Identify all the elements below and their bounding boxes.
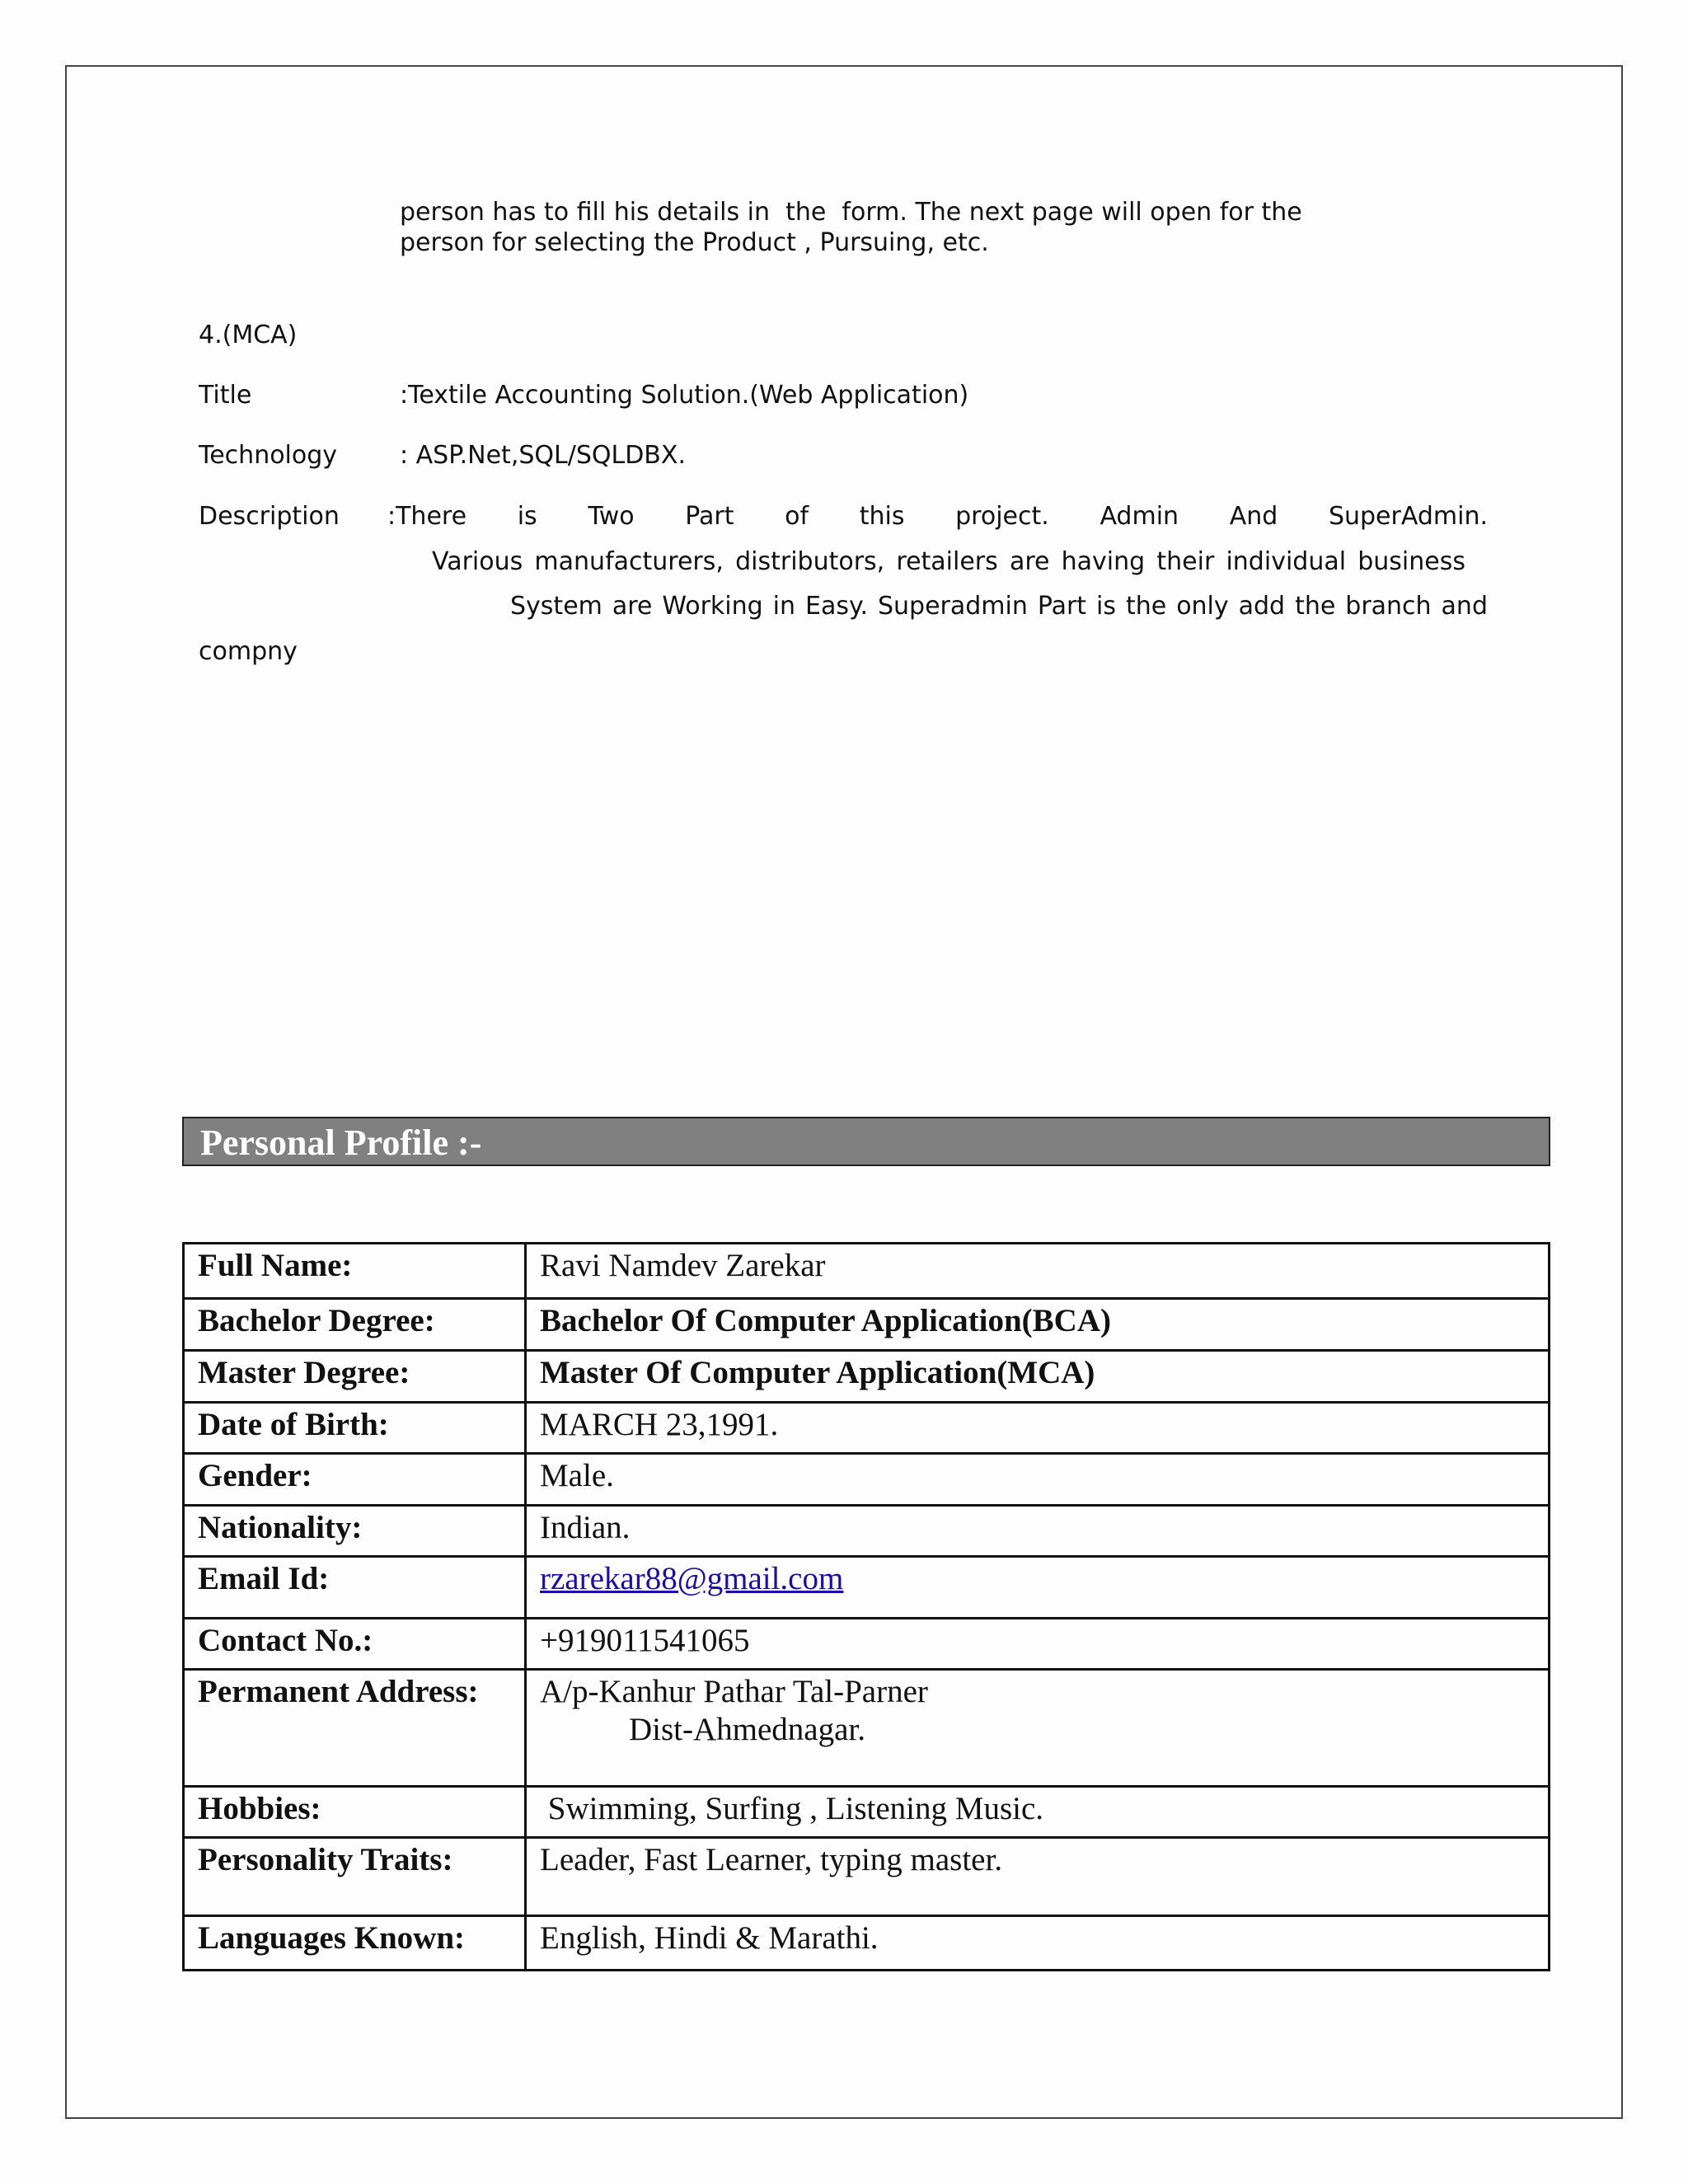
table-row: [184, 1916, 1550, 1971]
row-value-cell: [526, 1557, 1550, 1619]
table-row: [184, 1670, 1550, 1787]
table-row: [184, 1454, 1550, 1506]
table-row: [184, 1403, 1550, 1454]
table-row: [184, 1506, 1550, 1557]
description-line-1: :There is Two Part of this project. Admin And SuperAdmin.: [387, 502, 1488, 531]
row-value: Master Of Computer Application(MCA): [526, 1351, 1550, 1403]
intro-line-2: person for selecting the Product , Pursuing, etc.: [400, 228, 989, 257]
table-row: [184, 1244, 1550, 1299]
row-value: Leader, Fast Learner, typing master.: [526, 1838, 1550, 1916]
row-value: Male.: [526, 1454, 1550, 1506]
table-row: [184, 1351, 1550, 1403]
table-row: [184, 1838, 1550, 1916]
address-line-2: Dist-Ahmednagar.: [629, 1712, 866, 1747]
row-label: Hobbies:: [184, 1787, 526, 1838]
row-value: Bachelor Of Computer Application(BCA): [526, 1299, 1550, 1351]
title-value: :Textile Accounting Solution.(Web Application): [400, 381, 969, 410]
row-label: Gender:: [184, 1454, 526, 1506]
row-label: Nationality:: [184, 1506, 526, 1557]
row-label: Bachelor Degree:: [184, 1299, 526, 1351]
row-label: Permanent Address:: [184, 1670, 526, 1787]
table-row: [184, 1557, 1550, 1619]
project-number: 4.(MCA): [199, 321, 298, 349]
row-value: Indian.: [526, 1506, 1550, 1557]
row-value: Ravi Namdev Zarekar: [526, 1244, 1550, 1299]
row-value: MARCH 23,1991.: [526, 1403, 1550, 1454]
personal-profile-heading: Personal Profile :-: [200, 1122, 482, 1163]
row-label: Full Name:: [184, 1244, 526, 1299]
title-label: Title: [199, 381, 252, 410]
table-row: [184, 1619, 1550, 1670]
row-value: English, Hindi & Marathi.: [526, 1916, 1550, 1971]
row-value: +919011541065: [526, 1619, 1550, 1670]
row-value: Swimming, Surfing , Listening Music.: [526, 1787, 1550, 1838]
address-line-1: A/p-Kanhur Pathar Tal-Parner: [540, 1674, 928, 1709]
description-line-3: System are Working in Easy. Superadmin Part is the only add the branch and: [510, 592, 1488, 621]
personal-profile-heading-bar: [182, 1117, 1550, 1166]
email-link[interactable]: rzarekar88@gmail.com: [540, 1561, 844, 1596]
row-label: Personality Traits:: [184, 1838, 526, 1916]
row-value-cell: [526, 1670, 1550, 1787]
row-label: Date of Birth:: [184, 1403, 526, 1454]
technology-value: : ASP.Net,SQL/SQLDBX.: [400, 441, 686, 470]
row-label: Email Id:: [184, 1557, 526, 1619]
row-label: Contact No.:: [184, 1619, 526, 1670]
intro-line-1: person has to fill his details in the form. The next page will open for the: [400, 198, 1302, 227]
technology-label: Technology: [199, 441, 338, 470]
table-row: [184, 1787, 1550, 1838]
row-label: Master Degree:: [184, 1351, 526, 1403]
description-label: Description: [199, 502, 340, 531]
row-label: Languages Known:: [184, 1916, 526, 1971]
personal-profile-table: [182, 1242, 1550, 1971]
description-line-4: compny: [199, 637, 298, 666]
description-line-2: Various manufacturers, distributors, retailers are having their individual business: [432, 547, 1465, 576]
table-row: [184, 1299, 1550, 1351]
